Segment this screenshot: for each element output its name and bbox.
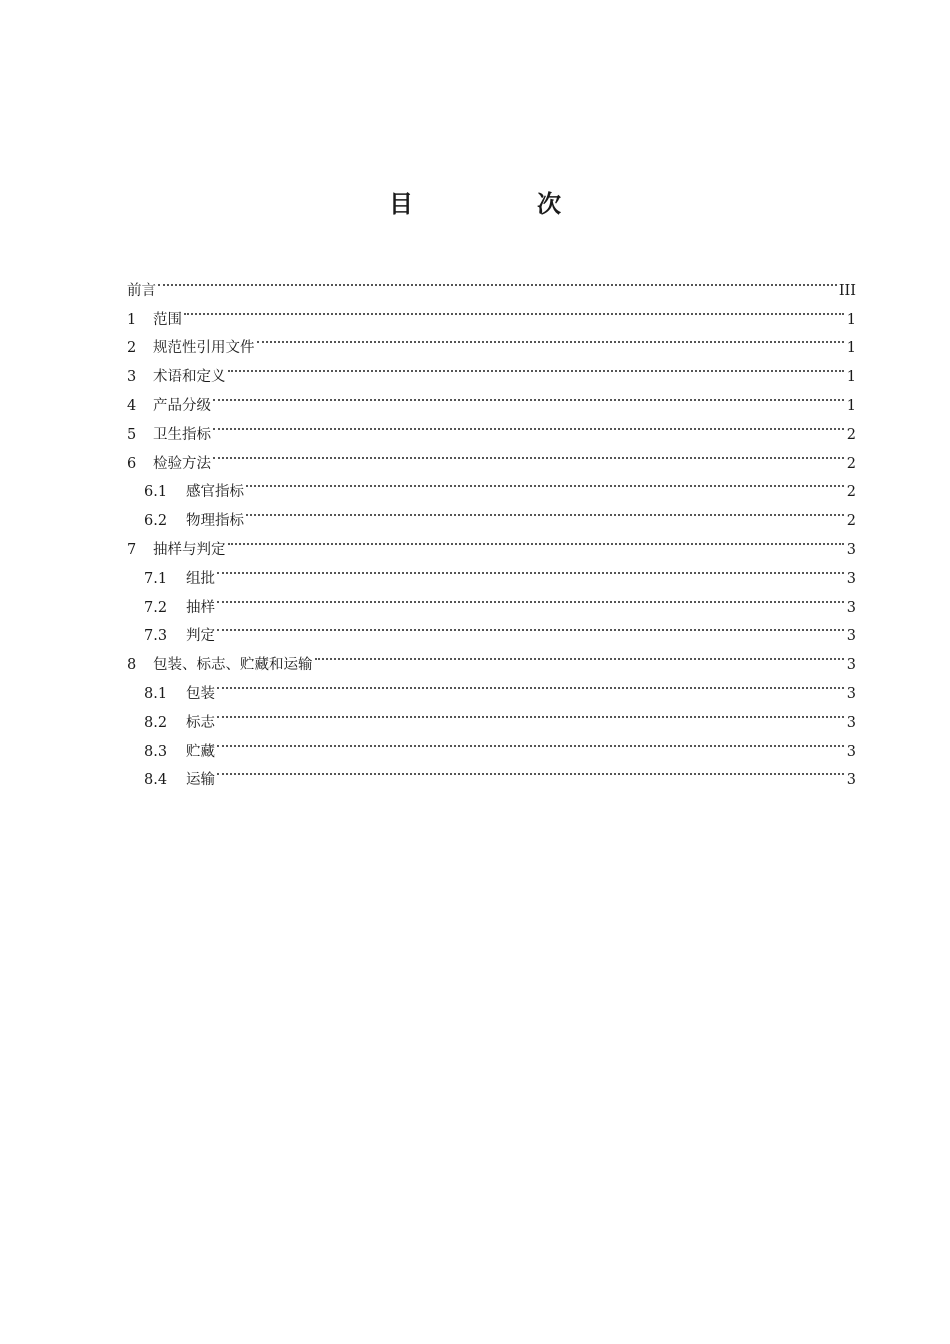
toc-entry-number: 7.3 — [144, 628, 168, 645]
dot-leader — [217, 756, 844, 785]
toc-entry-page: III — [838, 282, 856, 299]
toc-entry-page: 2 — [846, 513, 856, 530]
toc-entry-title: 标志 — [186, 714, 215, 731]
toc-entry-page: 3 — [846, 628, 856, 645]
toc-entry-page: 3 — [846, 772, 856, 789]
toc-entry-title: 前言 — [127, 282, 156, 299]
page-title: 目 次 — [389, 190, 611, 218]
toc-entry[interactable] — [127, 554, 856, 587]
toc-entry-page: 3 — [846, 599, 856, 616]
toc-entry[interactable] — [127, 525, 856, 558]
toc-entry-title: 感官指标 — [186, 484, 244, 501]
toc-entry-title: 规范性引用文件 — [153, 340, 255, 357]
dot-leader — [246, 468, 844, 497]
toc-entry[interactable] — [127, 468, 856, 501]
toc-entry-title: 包装 — [186, 685, 215, 702]
toc-entry[interactable] — [127, 381, 856, 414]
toc-entry-number: 2 — [127, 340, 137, 357]
toc-entry-title: 贮藏 — [186, 743, 215, 760]
dot-leader — [213, 439, 844, 468]
toc-entry-title: 组批 — [186, 570, 215, 587]
dot-leader — [217, 698, 844, 727]
toc-entry-number: 4 — [127, 397, 137, 414]
dot-leader — [217, 583, 844, 612]
toc-entry-number: 8.3 — [144, 743, 168, 760]
toc-entry-number: 6.2 — [144, 513, 168, 530]
toc-entry-title: 判定 — [186, 628, 215, 645]
toc-entry-page: 3 — [846, 541, 856, 558]
toc-entry-number: 8.4 — [144, 772, 168, 789]
toc-entry[interactable] — [127, 612, 856, 645]
dot-leader — [158, 266, 837, 295]
toc-entry[interactable] — [127, 439, 856, 472]
toc-entry-number: 8 — [127, 657, 137, 674]
toc-entry-title: 抽样与判定 — [153, 541, 226, 558]
toc-entry-number: 6.1 — [144, 484, 168, 501]
toc-entry[interactable] — [127, 698, 856, 731]
toc-entry-number: 8.2 — [144, 714, 168, 731]
toc-entry-number: 5 — [127, 426, 137, 443]
toc-entry[interactable] — [127, 756, 856, 789]
toc-entry-title: 产品分级 — [153, 397, 211, 414]
toc-entry[interactable] — [127, 266, 856, 299]
toc-entry-title: 物理指标 — [186, 513, 244, 530]
toc-entry-title: 卫生指标 — [153, 426, 211, 443]
toc-entry-title: 包装、标志、贮藏和运输 — [153, 657, 313, 674]
dot-leader — [213, 410, 844, 439]
toc-entry[interactable] — [127, 410, 856, 443]
toc-entry-number: 3 — [127, 369, 137, 386]
toc-entry-title: 检验方法 — [153, 455, 211, 472]
toc-entry-title: 抽样 — [186, 599, 215, 616]
toc-entry[interactable] — [127, 295, 856, 328]
toc-entry-title: 运输 — [186, 772, 215, 789]
toc-entry-page: 3 — [846, 657, 856, 674]
toc-entry-page: 2 — [846, 426, 856, 443]
toc-entry-number: 1 — [127, 311, 137, 328]
toc-entry[interactable] — [127, 727, 856, 760]
toc-entry[interactable] — [127, 669, 856, 702]
toc-entry-page: 1 — [846, 369, 856, 386]
dot-leader — [315, 640, 845, 669]
toc-entry-number: 7 — [127, 541, 137, 558]
toc-entry-page: 1 — [846, 340, 856, 357]
dot-leader — [257, 324, 845, 353]
dot-leader — [228, 352, 845, 381]
dot-leader — [217, 554, 844, 583]
dot-leader — [217, 727, 844, 756]
toc-entry-page: 1 — [846, 397, 856, 414]
dot-leader — [217, 612, 844, 641]
toc-entry-page: 3 — [846, 743, 856, 760]
toc-entry-number: 8.1 — [144, 685, 168, 702]
dot-leader — [228, 525, 845, 554]
dot-leader — [213, 381, 844, 410]
toc-entry-number: 6 — [127, 455, 137, 472]
toc-entry-number: 7.1 — [144, 570, 168, 587]
toc-entry-page: 2 — [846, 484, 856, 501]
toc-entry-number: 7.2 — [144, 599, 168, 616]
toc-entry-title: 范围 — [153, 311, 182, 328]
table-of-contents — [127, 266, 856, 789]
toc-entry-title: 术语和定义 — [153, 369, 226, 386]
toc-entry[interactable] — [127, 640, 856, 674]
dot-leader — [217, 669, 844, 698]
toc-entry-page: 2 — [846, 455, 856, 472]
toc-entry-page: 1 — [846, 311, 856, 328]
toc-entry-page: 3 — [846, 714, 856, 731]
dot-leader — [246, 496, 844, 525]
toc-entry[interactable] — [127, 324, 856, 357]
toc-entry-page: 3 — [846, 685, 856, 702]
toc-entry[interactable] — [127, 352, 856, 386]
toc-entry[interactable] — [127, 583, 856, 616]
dot-leader — [184, 295, 844, 324]
toc-entry-page: 3 — [846, 570, 856, 587]
